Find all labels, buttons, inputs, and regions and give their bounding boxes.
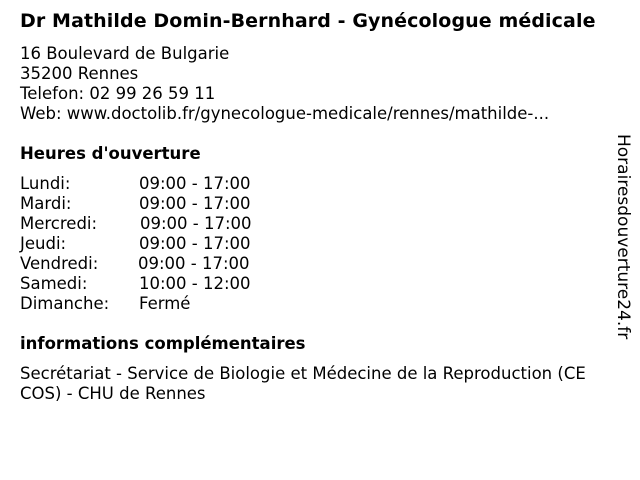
day-label: Mercredi:: [20, 214, 98, 233]
phone-number: Telefon: 02 99 26 59 11: [20, 84, 216, 103]
time-value: 09:00 - 17:00: [139, 234, 251, 253]
time-value: Fermé: [139, 294, 191, 313]
day-label: Jeudi:: [20, 234, 67, 253]
page-title: Dr Mathilde Domin-Bernhard - Gynécologue médicale: [20, 10, 596, 32]
time-value: 09:00 - 17:00: [140, 214, 252, 233]
time-value: 10:00 - 12:00: [139, 274, 251, 293]
address-street: 16 Boulevard de Bulgarie: [20, 44, 230, 63]
site-watermark: Horairesdouverture24.fr: [613, 134, 633, 340]
info-text: Secrétariat - Service de Biologie et Médecine de la Reproduction (CE COS) - CHU de Rennes: [20, 364, 586, 403]
hours-heading: Heures d'ouverture: [20, 144, 201, 163]
info-heading: informations complémentaires: [20, 334, 306, 353]
day-label: Lundi:: [20, 174, 71, 193]
time-value: 09:00 - 17:00: [139, 174, 251, 193]
day-label: Vendredi:: [20, 254, 99, 273]
contact-block: [20, 44, 549, 124]
day-label: Samedi:: [20, 274, 88, 293]
website-link[interactable]: Web: www.doctolib.fr/gynecologue-medicale/rennes/mathilde-...: [20, 104, 550, 123]
address-city: 35200 Rennes: [20, 64, 139, 83]
day-label: Mardi:: [20, 194, 72, 213]
day-label: Dimanche:: [20, 294, 110, 313]
time-value: 09:00 - 17:00: [139, 194, 251, 213]
time-value: 09:00 - 17:00: [138, 254, 250, 273]
